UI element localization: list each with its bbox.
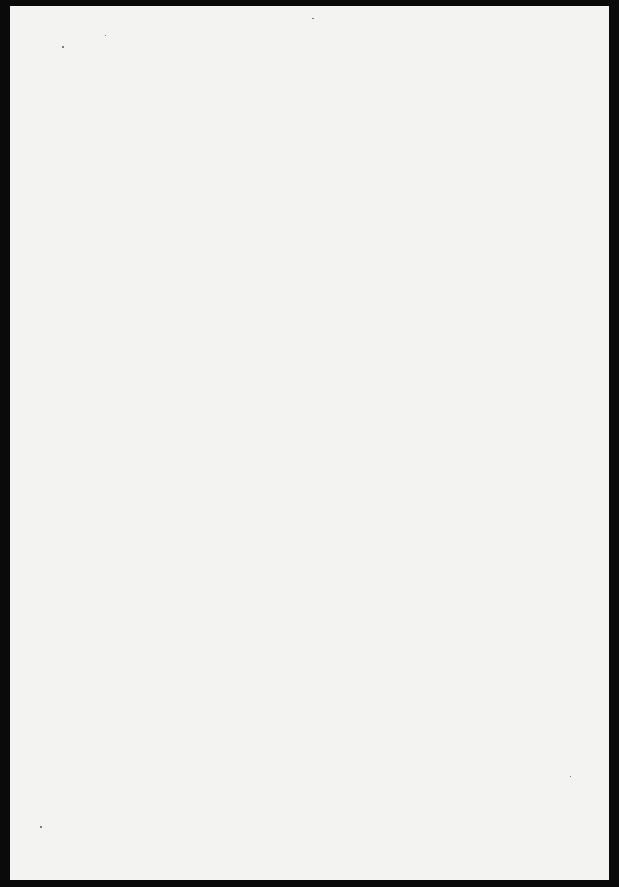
scan-speck xyxy=(62,46,64,48)
scan-speck xyxy=(570,776,571,777)
scan-speck xyxy=(312,18,314,19)
scan-speck xyxy=(40,826,42,828)
scan-border xyxy=(609,0,619,887)
document-body xyxy=(115,114,593,127)
document-page xyxy=(10,6,609,880)
scan-speck xyxy=(105,35,106,36)
